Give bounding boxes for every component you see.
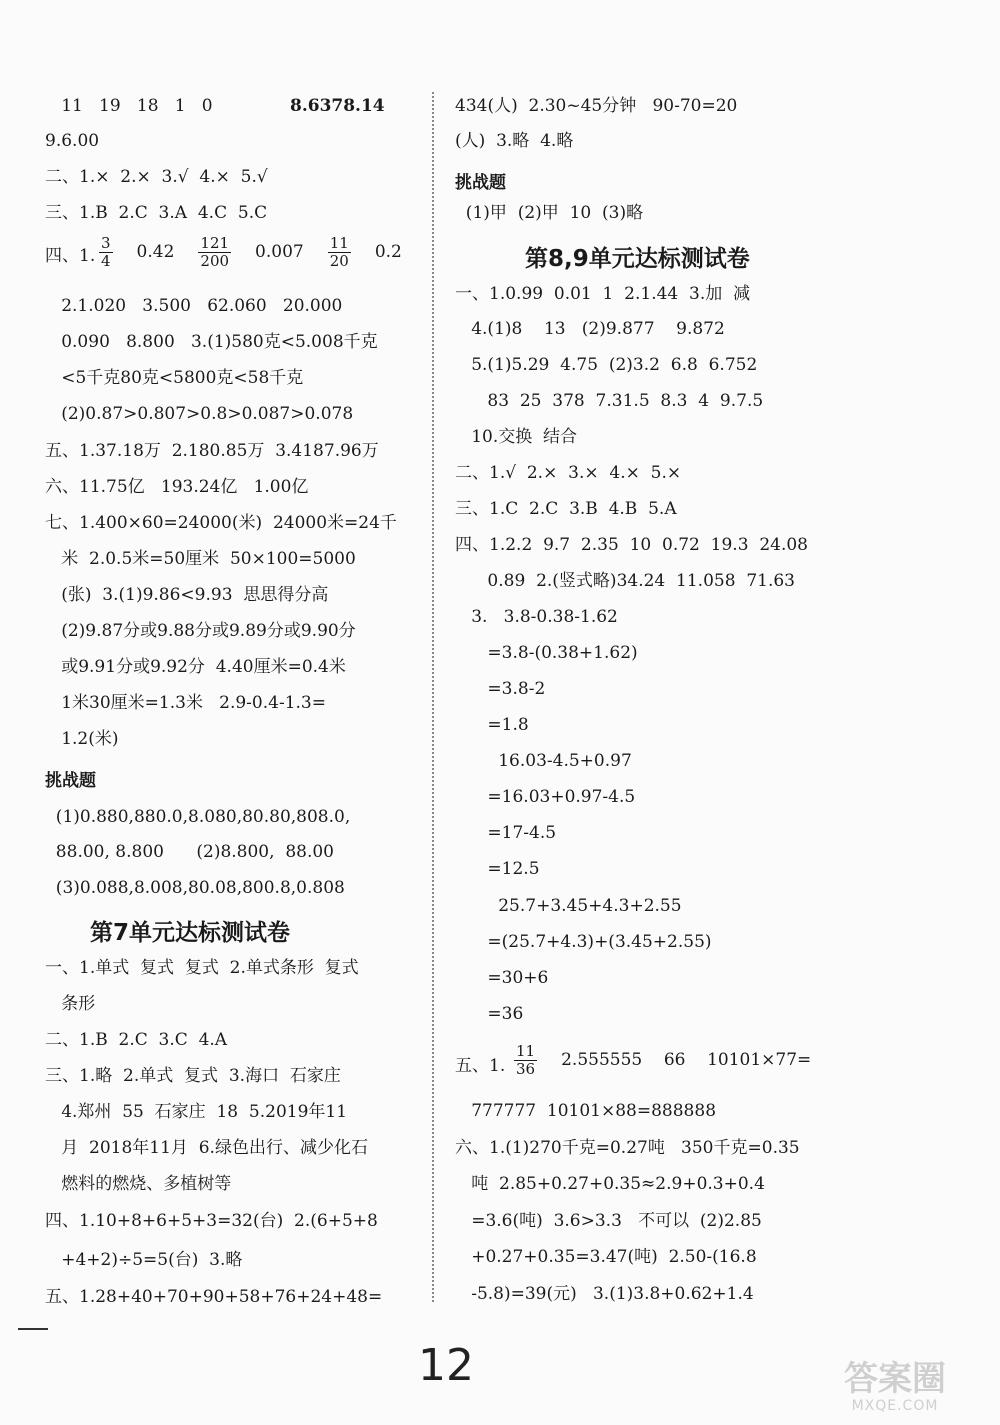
section-heading: 第8,9单元达标测试卷 [525, 246, 750, 272]
answer-line: 或9.91分或9.92分 4.40厘米=0.4米 [45, 657, 346, 677]
watermark-logo [800, 1360, 990, 1418]
answer-line: 三、1.略 2.单式 复式 3.海口 石家庄 [45, 1066, 341, 1086]
answer-line: =3.8-2 [455, 679, 546, 699]
answer-line: =12.5 [455, 859, 540, 879]
answer-line: 4.(1)8 13 (2)9.877 9.872 [455, 319, 725, 339]
answer-line: 3. 3.8-0.38-1.62 [455, 607, 618, 627]
answer-line: (1)甲 (2)甲 10 (3)略 [455, 203, 644, 223]
answer-line: 5.(1)5.29 4.75 (2)3.2 6.8 6.752 [455, 355, 758, 375]
answer-line: +0.27+0.35=3.47(吨) 2.50-(16.8 [455, 1247, 757, 1267]
answer-line: (3)0.088,8.008,80.08,800.8,0.808 [45, 878, 345, 898]
answer-line: 五、1. [455, 1056, 506, 1076]
answer-line: 二、1.B 2.C 3.C 4.A [45, 1030, 228, 1050]
fraction-row [510, 1043, 811, 1078]
answer-line: <5千克80克<5800克<58千克 [45, 368, 304, 388]
answer-line: 16.03-4.5+0.97 [455, 751, 632, 771]
answer-line: +4+2)÷5=5(台) 3.略 [45, 1250, 243, 1270]
answer-line: =36 [455, 1004, 524, 1024]
answer-line: =17-4.5 [455, 823, 557, 843]
answer-line: 11 19 18 1 0 [45, 96, 229, 116]
answer-line: 0.89 2.(竖式略)34.24 11.058 71.63 [455, 571, 795, 591]
watermark-title: 答案圈 [844, 1359, 946, 1399]
numerator: 121 [200, 234, 230, 252]
answer-line: =3.8-(0.38+1.62) [455, 643, 638, 663]
section-heading: 第7单元达标测试卷 [90, 920, 291, 946]
answer-line: =(25.7+4.3)+(3.45+2.55) [455, 932, 712, 952]
denominator: 20 [329, 252, 349, 270]
numerator: 11 [329, 234, 349, 252]
answer-line: 10.交换 结合 [455, 427, 578, 447]
answer-line: (1)0.880,880.0,8.080,80.80,808.0, [45, 807, 351, 827]
answer-line: 吨 2.85+0.27+0.35≈2.9+0.3+0.4 [455, 1174, 765, 1194]
answer-line: 0.090 8.800 3.(1)580克<5.008千克 [45, 332, 378, 352]
answer-line: 434(人) 2.30~45分钟 90-70=20 [455, 96, 738, 116]
answer-line: 二、1.√ 2.× 3.× 4.× 5.× [455, 463, 682, 483]
denominator: 200 [200, 252, 230, 270]
answer-line: 燃料的燃烧、多植树等 [45, 1174, 232, 1194]
answer-line: 四、1.10+8+6+5+3=32(台) 2.(6+5+8 [45, 1211, 378, 1231]
answer-line: 米 2.0.5米=50厘米 50×100=5000 [45, 549, 356, 569]
answer-tail: 2.555555 66 10101×77= [561, 1050, 812, 1070]
footer-rule [18, 1328, 48, 1330]
answer-line: (2)0.87>0.807>0.8>0.087>0.078 [45, 404, 354, 424]
answer-line: 一、1.0.99 0.01 1 2.1.44 3.加 减 [455, 284, 751, 304]
answer-line: 月 2018年11月 6.绿色出行、减少化石 [45, 1138, 368, 1158]
answer-line: 三、1.C 2.C 3.B 4.B 5.A [455, 499, 677, 519]
answer-line: (人) 3.略 4.略 [455, 131, 574, 151]
denominator: 4 [101, 252, 111, 270]
denominator: 36 [516, 1060, 536, 1078]
answer-line: 五、1.37.18万 2.180.85万 3.4187.96万 [45, 441, 379, 461]
answer-line: 1.2(米) [45, 729, 119, 749]
column-divider [432, 92, 434, 1302]
answer-line: 83 25 378 7.31.5 8.3 4 9.7.5 [455, 391, 764, 411]
watermark-url: MXQE.COM [851, 1398, 939, 1414]
answer-line: 一、1.单式 复式 复式 2.单式条形 复式 [45, 958, 359, 978]
numerator: 3 [101, 234, 111, 252]
fraction [328, 235, 351, 270]
fraction [198, 235, 231, 270]
answer-line: 1米30厘米=1.3米 2.9-0.4-1.3= [45, 693, 326, 713]
answer-line: =3.6(吨) 3.6>3.3 不可以 (2)2.85 [455, 1211, 762, 1231]
fraction [514, 1043, 537, 1078]
answer-line: 777777 10101×88=888888 [455, 1101, 717, 1121]
decimal-value: 0.42 [136, 242, 175, 262]
answer-line: 25.7+3.45+4.3+2.55 [455, 896, 682, 916]
answer-line: 9.6.00 [45, 131, 100, 151]
answer-line: 4.郑州 55 石家庄 18 5.2019年11 [45, 1102, 348, 1122]
answer-line: =16.03+0.97-4.5 [455, 787, 636, 807]
decimal-value: 0.007 [255, 242, 304, 262]
answer-tail: 8.6378.14 [290, 96, 385, 116]
answer-line: =1.8 [455, 715, 529, 735]
answer-line: 2.1.020 3.500 62.060 20.000 [45, 296, 343, 316]
answer-line: (张) 3.(1)9.86<9.93 思思得分高 [45, 585, 329, 605]
section-label: 挑战题 [45, 771, 96, 791]
answer-line: -5.8)=39(元) 3.(1)3.8+0.62+1.4 [455, 1284, 754, 1304]
answer-line: (2)9.87分或9.88分或9.89分或9.90分 [45, 621, 356, 641]
answer-line: 六、1.(1)270千克=0.27吨 350千克=0.35 [455, 1138, 800, 1158]
page-number: 12 [418, 1340, 474, 1391]
fraction-row [95, 235, 422, 270]
fraction [99, 235, 113, 270]
numerator: 11 [516, 1042, 536, 1060]
answer-line: 四、1. [45, 246, 96, 266]
decimal-value: 0.2 [374, 242, 402, 262]
answer-line: 四、1.2.2 9.7 2.35 10 0.72 19.3 24.08 [455, 535, 808, 555]
section-label: 挑战题 [455, 173, 506, 193]
answer-line: 五、1.28+40+70+90+58+76+24+48= [45, 1287, 383, 1307]
answer-line: 条形 [45, 994, 96, 1014]
answer-line: 七、1.400×60=24000(米) 24000米=24千 [45, 513, 397, 533]
answer-line: 二、1.× 2.× 3.√ 4.× 5.√ [45, 167, 268, 187]
answer-line: 六、11.75亿 193.24亿 1.00亿 [45, 477, 309, 497]
answer-line: 88.00, 8.800 (2)8.800, 88.00 [45, 842, 334, 862]
answer-line: =30+6 [455, 968, 549, 988]
answer-line: 三、1.B 2.C 3.A 4.C 5.C [45, 203, 268, 223]
